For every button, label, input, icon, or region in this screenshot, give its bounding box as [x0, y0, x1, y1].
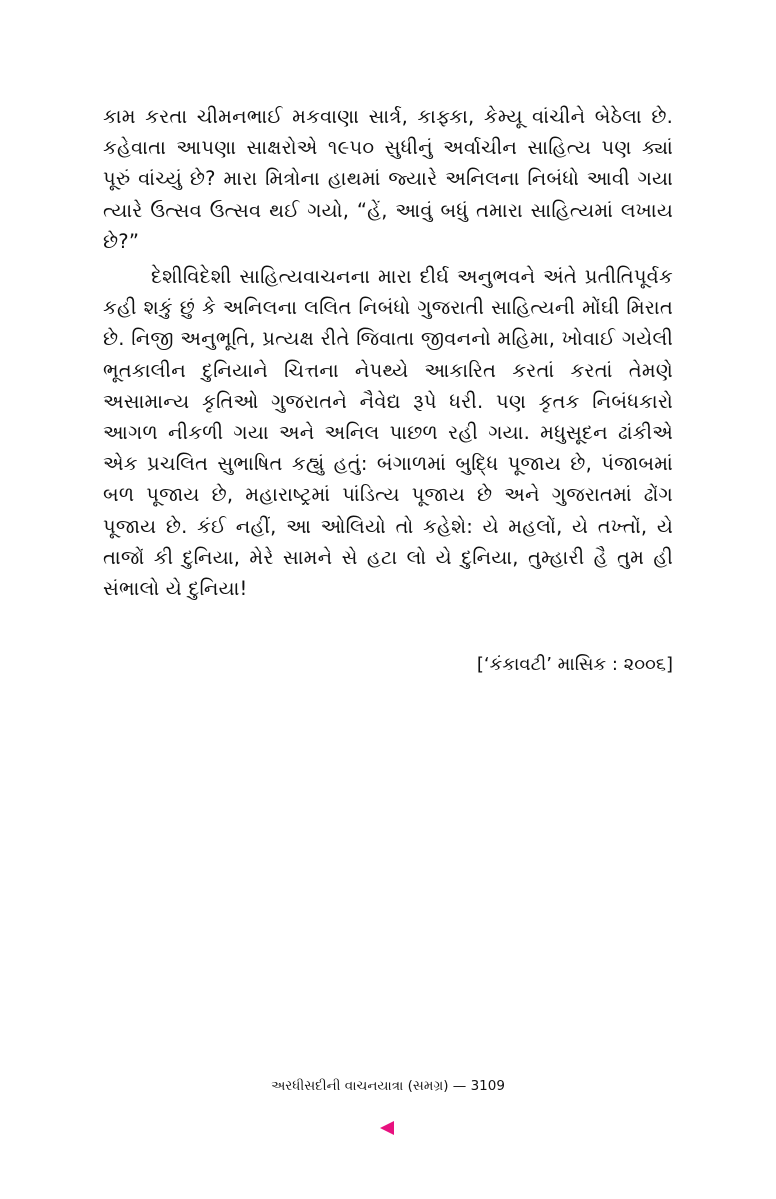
source-citation: [‘કંકાવટી’ માસિક : ૨૦૦૬]	[476, 654, 673, 675]
previous-page-arrow-icon[interactable]	[380, 1121, 394, 1135]
paragraph-1: કામ કરતા ચીમનભાઈ મકવાણા સાર્ત્ર, કાફ્કા, કેમ્યૂ વાંચીને બેઠેલા છે. કહેવાતા આપણા સાક્ષરોએ ૧૯૫૦ સુધીનું અર્વાચીન સાહિત્ય પણ ક્યાં પૂરું વાંચ્યું છે? મારા મિત્રોના હાથમાં જ્યારે અનિલના નિબંધો આવી ગયા ત્યારે ઉત્સવ ઉત્સવ થઈ ગયો, “હેં, આવું બધું તમારા સાહિત્યમાં લખાય છે?”	[103, 105, 673, 253]
paragraph-2: દેશીવિદેશી સાહિત્યવાચનના મારા દીર્ઘ અનુભવને અંતે પ્રતીતિપૂર્વક કહી શકું છું કે અનિલના લલિત નિબંધો ગુજરાતી સાહિત્યની મોંઘી મિરાત છે. નિજી અનુભૂતિ, પ્રત્યક્ષ રીતે જિવાતા જીવનનો મહિમા, ખોવાઈ ગયેલી ભૂતકાલીન દુનિયાને ચિત્તના નેપથ્યે આકારિત કરતાં કરતાં તેમણે અસામાન્ય કૃતિઓ ગુજરાતને નૈવેદ્ય રૂપે ધરી. પણ કૃતક નિબંધકારો આગળ નીકળી ગયા અને અનિલ પાછળ રહી ગયા. મધુસૂદન ઢાંકીએ એક પ્રચલિત સુભાષિત કહ્યું હતું: બંગાળમાં બુદ્ધિ પૂજાય છે, પંજાબમાં બળ પૂજાય છે, મહારાષ્ટ્રમાં પાંડિત્ય પૂજાય છે અને ગુજરાતમાં ઢોંગ પૂજાય છે. કંઈ નહીં, આ ઓલિયો તો કહેશે: યે મહલોં, યે તખ્તોં, યે તાજોં કી દુનિયા, મેરે સામને સે હટા લો યે દુનિયા, તુમ્હારી હૈ તુમ હી સંભાલો યે દુનિયા!	[103, 265, 673, 601]
body-text	[103, 101, 673, 604]
page-footer: અરધીસદીની વાચનયાત્રા (સમગ્ર) — 3109	[271, 1078, 505, 1094]
